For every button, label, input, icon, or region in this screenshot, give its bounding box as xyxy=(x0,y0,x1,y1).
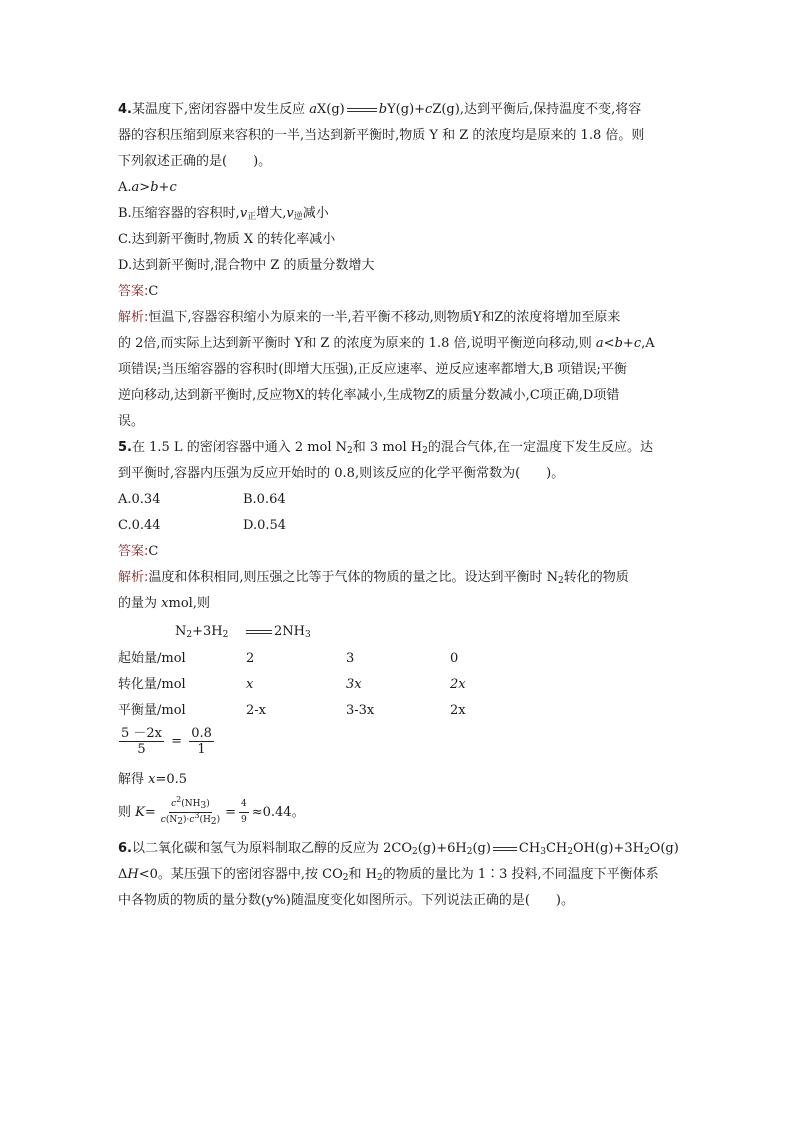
reaction-product: $2NH_3$ xyxy=(244,623,311,641)
table-cell: 3 xyxy=(346,651,355,666)
q5-option-b: B.0.64 xyxy=(243,492,286,507)
table-row-label: 平衡量/mol xyxy=(118,703,186,718)
table-row-label: 转化量/mol xyxy=(118,677,186,692)
q5-stem-line-1: 5.在 1.5 L 的密闭容器中通入 2 mol $N_2$和 3 mol $H_2$的混合气体,在一定温度下发生反应。达 xyxy=(118,440,653,456)
q4-analysis-line-4: 逆向移动,达到新平衡时,反应物X的转化率减小,生成物Z的质量分数减小,C项正确,D项错 xyxy=(118,388,620,403)
q6-number: 6. xyxy=(118,841,132,856)
table-cell: 2-x xyxy=(246,703,266,718)
q4-stem-line-1: 4.某温度下,密闭容器中发生反应 aX(g) bY(g)+cZ(g),达到平衡后,保持温度不变,将容 xyxy=(118,102,642,117)
q4-analysis-line-3: 项错误;当压缩容器的容积时(即增大压强),正反应速率、逆反应速率都增大,B 项错误;平衡 xyxy=(118,362,627,377)
solve-line: 解得 x=0.5 xyxy=(118,772,188,787)
table-cell: x xyxy=(246,677,254,692)
table-cell: 0 xyxy=(450,651,459,666)
q4-option-c: C.达到新平衡时,物质 X 的转化率减小 xyxy=(118,232,336,247)
table-cell: 2x xyxy=(450,703,466,718)
q5-analysis-line-2: 的量为 xmol,则 xyxy=(118,596,210,611)
table-cell: 3x xyxy=(346,677,362,692)
q5-analysis-line-1: 解析:温度和体积相同,则压强之比等于气体的物质的量之比。设达到平衡时 $N_2$转化的物质 xyxy=(118,570,629,586)
q5-answer: 答案:C xyxy=(118,544,159,559)
table-row-label: 起始量/mol xyxy=(118,651,186,666)
table-cell: 3-3x xyxy=(346,703,375,718)
k-expression: 则 K= $\frac{c^2(NH_3)}{c(N_2)\cdot c^3(H_2)}$ = $\frac{4}{9}$ ≈0.44。 xyxy=(118,795,305,827)
q4-answer: 答案:C xyxy=(118,284,159,299)
reaction-equation: $N_2+3H_2$ xyxy=(175,624,229,640)
q5-stem-line-2: 到平衡时,容器内压强为反应开始时的 0.8,则该反应的化学平衡常数为( )。 xyxy=(118,466,565,481)
equilibrium-arrow-icon xyxy=(493,846,517,852)
q4-option-a: A.a>b+c xyxy=(118,180,177,195)
q4-analysis-line-1: 解析:恒温下,容器容积缩小为原来的一半,若平衡不移动,则物质Y和Z的浓度将增加至原来 xyxy=(118,310,621,325)
ratio-equation: $\frac{5 -2x}{5}$ = $\frac{0.8}{1}$ xyxy=(121,726,212,757)
q6-stem-line-1: 6.以二氧化碳和氢气为原料制取乙醇的反应为 $2CO_2(g)+6H_2(g)$ $CH_3CH_2OH(g)+3H_2O(g)$ xyxy=(118,841,679,857)
q4-stem-line-3: 下列叙述正确的是( )。 xyxy=(118,154,272,169)
q4-option-d: D.达到新平衡时,混合物中 Z 的质量分数增大 xyxy=(118,258,375,273)
equilibrium-arrow-icon xyxy=(246,629,272,635)
q4-analysis-line-2: 的 2倍,而实际上达到新平衡时 Y和 Z 的浓度为原来的 1.8 倍,说明平衡逆向移动,则 a<b+c,A xyxy=(118,336,655,351)
q5-option-a: A.0.34 xyxy=(118,492,161,507)
equilibrium-arrow-icon xyxy=(347,107,377,113)
q5-option-d: D.0.54 xyxy=(243,518,287,533)
q4-option-b: B.压缩容器的容积时$,v_正$增大$,v_逆$减小 xyxy=(118,206,329,222)
q4-analysis-line-5: 误。 xyxy=(118,414,145,429)
q4-stem-line-2: 器的容积压缩到原来容积的一半,当达到新平衡时,物质 Y 和 Z 的浓度均是原来的 1.8 倍。则 xyxy=(118,128,645,143)
q4-number: 4. xyxy=(118,102,132,117)
q6-stem-line-3: 中各物质的物质的量分数(y%)随温度变化如图所示。下列说法正确的是( )。 xyxy=(118,893,574,908)
q5-option-c: C.0.44 xyxy=(118,518,161,533)
table-cell: 2 xyxy=(246,651,255,666)
table-cell: 2x xyxy=(450,677,466,692)
q6-stem-line-2: ΔH<0。某压强下的密闭容器中,按 $CO_2$和 $H_2$的物质的量比为 1∶3 投料,不同温度下平衡体系 xyxy=(118,867,659,883)
q5-number: 5. xyxy=(118,440,132,455)
